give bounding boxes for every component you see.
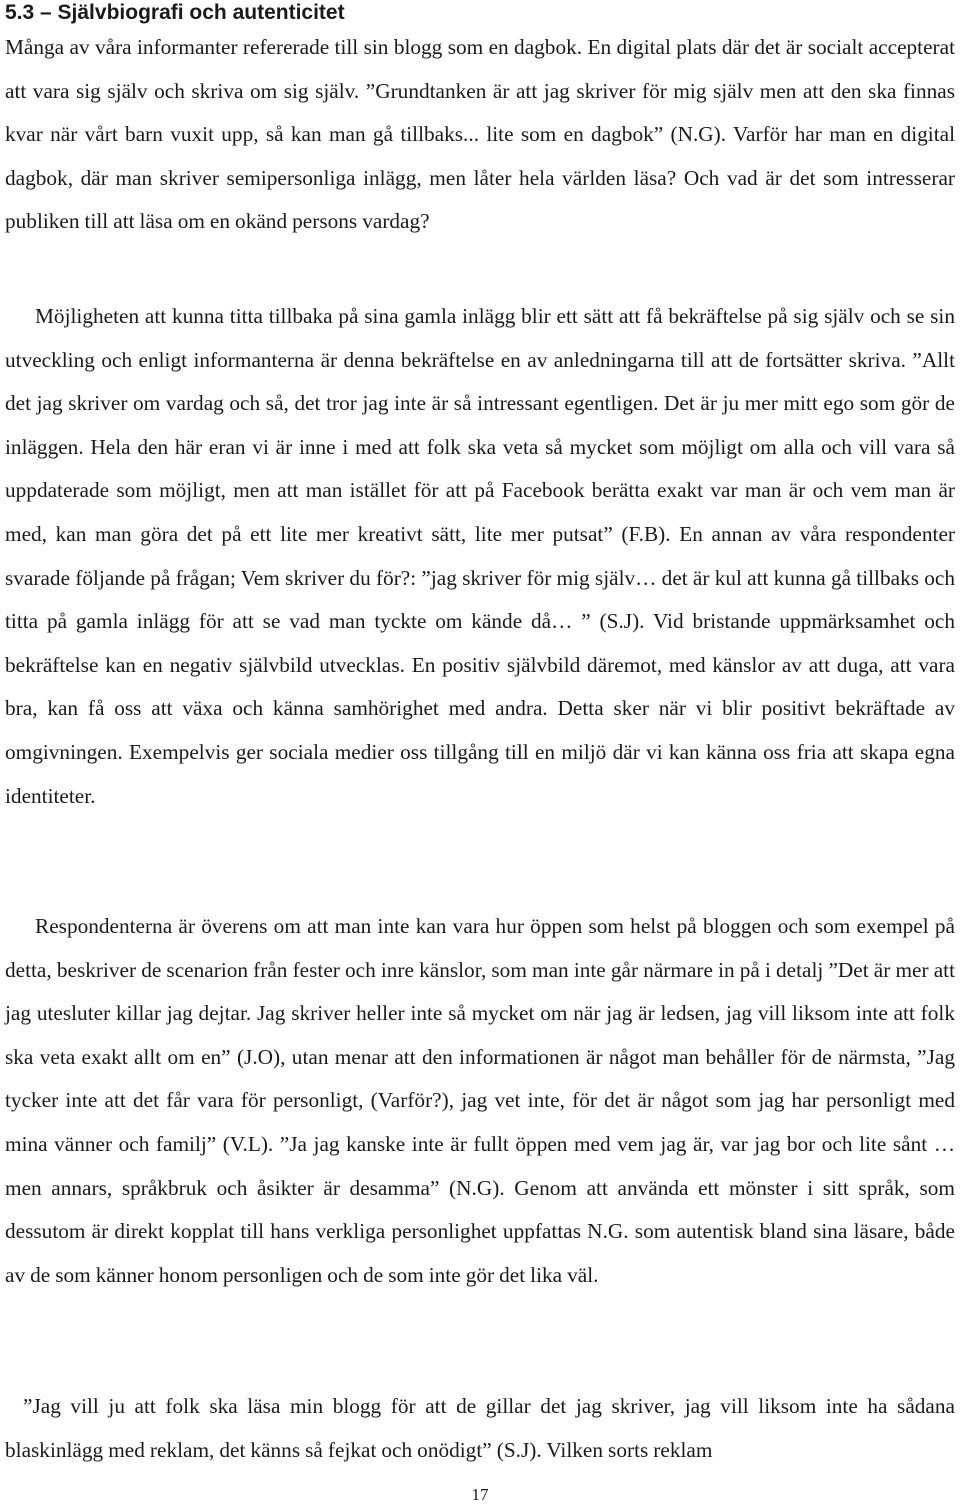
paragraph-1: Många av våra informanter refererade till sin blogg som en dagbok. En digital plats där det är socialt accepterat att vara sig själv och skriva om sig själv. ”Grundtanken är att jag skriver för mig själv men att den ska finnas kvar när vårt barn vuxit upp, så kan man gå tillbaks... lite som en dagbok” (N.G). Varför har man en digital dagbok, där man skriver semipersonliga inlägg, men låter hela världen läsa? Och vad är det som intresserar publiken till att läsa om en okänd persons vardag? xyxy=(5,35,955,234)
section-heading: 5.3 – Självbiografi och autenticitet xyxy=(5,1,345,24)
paragraph-3: Respondenterna är överens om att man inte kan vara hur öppen som helst på bloggen och som exempel på detta, beskriver de scenarion från fester och inre känslor, som man inte går närmare in på i detalj ”Det är mer att jag utesluter killar jag dejtar. Jag skriver heller inte så mycket om när jag är ledsen, jag vill liksom inte att folk ska veta exakt allt om en” (J.O), utan menar att den informationen är något man behåller för de närmsta, ”Jag tycker inte att det får vara för personligt, (Varför?), jag vet inte, för det är något som jag har personligt med mina vänner och familj” (V.L). ”Ja jag kanske inte är fullt öppen med vem jag är, var jag bor och lite sånt … men annars, språkbruk och åsikter är desamma” (N.G). Genom att använda ett mönster i sitt språk, som dessutom är direkt kopplat till hans verkliga personlighet uppfattas N.G. som autentisk bland sina läsare, både av de som känner honom personligen och de som inte gör det lika väl. xyxy=(5,914,955,1287)
paragraph-2: Möjligheten att kunna titta tillbaka på sina gamla inlägg blir ett sätt att få bekräftelse på sig själv och se sin utveckling och enligt informanterna är denna bekräftelse en av anledningarna till att de fortsätter skriva. ”Allt det jag skriver om vardag och så, det tror jag inte är så intressant egentligen. Det är ju mer mitt ego som gör de inläggen. Hela den här eran vi är inne i med att folk ska veta så mycket som möjligt om alla och vill vara så uppdaterade som möjligt, men att man istället för att på Facebook berätta exakt var man är och vem man är med, kan man göra det på ett lite mer kreativt sätt, lite mer putsat” (F.B). En annan av våra respondenter svarade följande på frågan; Vem skriver du för?: ”jag skriver för mig själv… det är kul att kunna gå tillbaks och titta på gamla inlägg för att se vad man tyckte om kände då… ” (S.J). Vid bristande uppmärksamhet och bekräftelse kan en negativ självbild utvecklas. En positiv självbild däremot, med känslor av att duga, att vara bra, kan få oss att växa och känna samhörighet med andra. Detta sker när vi blir positivt bekräftade av omgivningen. Exempelvis ger sociala medier oss tillgång till en miljö där vi kan känna oss fria att skapa egna identiteter. xyxy=(5,304,955,808)
paragraph-4: ”Jag vill ju att folk ska läsa min blogg för att de gillar det jag skriver, jag vill liksom inte ha sådana blaskinlägg med reklam, det känns så fejkat och onödigt” (S.J). Vilken sorts reklam xyxy=(5,1394,955,1462)
page-number: 17 xyxy=(471,1485,489,1504)
